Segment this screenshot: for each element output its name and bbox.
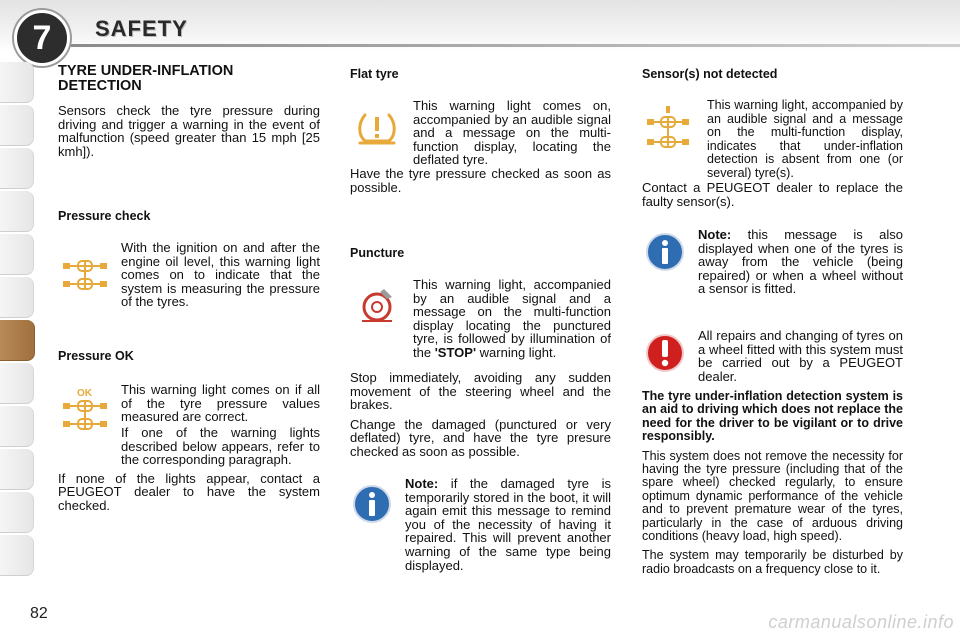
puncture-text-1 [413,278,611,360]
warning-block [698,329,903,383]
pressure-check-text: With the ignition on and after the engine oil level, this warning light comes on to indicate that the system is measuring the pressure of the tyres. [121,240,320,310]
page-number: 82 [30,605,48,622]
pressure-ok-text-3: If none of the lights appear, contact a PEUGEOT dealer to have the system checked. [58,470,320,513]
pressure-check-heading: Pressure check [58,209,151,223]
chapter-tab-6[interactable] [0,277,34,318]
disclaimer-text-4: The system may temporarily be disturbed by radio broadcasts on a frequency close to it. [642,548,903,576]
puncture-note-text [405,477,611,572]
disclaimer-bold: The tyre under-inflation detection system is an aid to driving which does not replace the need for the driver to be vigilant or to drive responsibly. [642,389,903,444]
pressure-ok-rest [58,426,320,513]
puncture-heading: Puncture [350,246,405,260]
intro-text: Sensors check the tyre pressure during driving and trigger a warning in the event of malfunction (speed greater than 15 mph [25 kmh]). [58,103,320,159]
exclamation-warning-icon [645,333,685,373]
sensor-note-text [698,228,903,296]
flat-tyre-text-1: This warning light comes on, accompanied by an audible signal and a message on the multi-function display, locating the deflated tyre. [413,98,611,168]
puncture-text-1-post: warning light. [476,344,557,360]
disclaimer-text-3: This system does not remove the necessity for having the tyre pressure (including that of the spare wheel) checked regularly, to ensure optimum dynamic performance of the vehicle and to prevent premature wear of the tyres, particularly in the case of arduous driving conditions (heavy load, high speed). [642,448,903,544]
chapter-tab-3[interactable] [0,148,34,189]
sensor-advice [642,181,903,208]
flat-tyre-heading: Flat tyre [350,67,399,81]
sensor-text-2: Contact a PEUGEOT dealer to replace the faulty sensor(s). [642,180,903,209]
note-label: Note: [698,227,732,242]
note-label: Note: [405,476,439,491]
sensor-text-1: This warning light, accompanied by an audible signal and a message on the multi-function display, indicates that under-inflation detection is absent from one (or several) tyre(s). [707,98,903,180]
stop-label: 'STOP' [434,344,477,360]
chapter-tab-5[interactable] [0,234,34,275]
chapter-tab-9[interactable] [0,406,34,447]
flat-tyre-block [413,99,611,167]
chapter-tab-1[interactable] [0,62,34,103]
watermark: carmanualsonline.info [768,612,954,632]
pressure-ok-heading: Pressure OK [58,349,134,363]
puncture-note-block [405,477,611,572]
flat-tyre-warning-icon [356,109,398,147]
puncture-block [413,278,611,360]
puncture-warning-icon [358,285,398,323]
chapter-tabs [0,62,34,578]
sensor-not-detected-icon [645,104,691,152]
puncture-text-2: Stop immediately, avoiding any sudden movement of the steering wheel and the brakes. [350,370,611,413]
puncture-text-3: Change the damaged (punctured or very deflated) tyre, and have the tyre presure checked as soon as possible. [350,416,611,459]
chapter-tab-10[interactable] [0,449,34,490]
flat-tyre-advice [350,167,611,194]
ok-badge: OK [77,388,92,399]
puncture-advice [350,371,611,459]
chapter-tab-4[interactable] [0,191,34,232]
puncture-note-body: if the damaged tyre is temporarily stored in the boot, it will again emit this message to remind you of the necessity of having it repaired. This will prevent another warning of the same type being displayed. [405,476,611,573]
warning-text: All repairs and changing of tyres on a wheel fitted with this system must be carried out by a PEUGEOT dealer. [698,328,903,384]
sensor-note-body: this message is also displayed when one of the tyres is away from the vehicle (being repaired) or when a wheel without a sensor is fitted. [698,227,903,297]
pressure-ok-text-1: This warning light comes on if all of the tyre pressure values measured are correct. [121,382,320,425]
information-icon [352,484,392,524]
pressure-check-block [121,241,320,309]
header-rule [60,44,960,47]
section-title: TYRE UNDER-INFLATION DETECTION [58,63,234,94]
sensor-note-block [642,228,903,296]
chapter-tab-7-active[interactable] [0,320,35,361]
tyre-pressure-warning-icon [60,258,110,292]
sensor-heading: Sensor(s) not detected [642,67,778,81]
column-1 [58,64,320,164]
chapter-tab-8[interactable] [0,363,34,404]
chapter-number: 7 [32,18,52,57]
sensor-block [707,99,903,181]
chapter-tab-11[interactable] [0,492,34,533]
chapter-tab-2[interactable] [0,105,34,146]
disclaimer-block [642,390,903,576]
pressure-ok-block [121,383,320,429]
chapter-tab-12[interactable] [0,535,34,576]
puncture-text-1-pre: This warning light, accompanied by an audible signal and a message on the multi-function display locating the punctured tyre, is followed by illumination of the [413,277,611,360]
flat-tyre-text-2: Have the tyre pressure checked as soon as possible. [350,166,611,195]
chapter-title: SAFETY [95,16,188,41]
pressure-ok-text-2: If one of the warning lights described below appears, refer to the corresponding paragraph. [121,425,320,468]
chapter-number-badge [14,10,70,66]
